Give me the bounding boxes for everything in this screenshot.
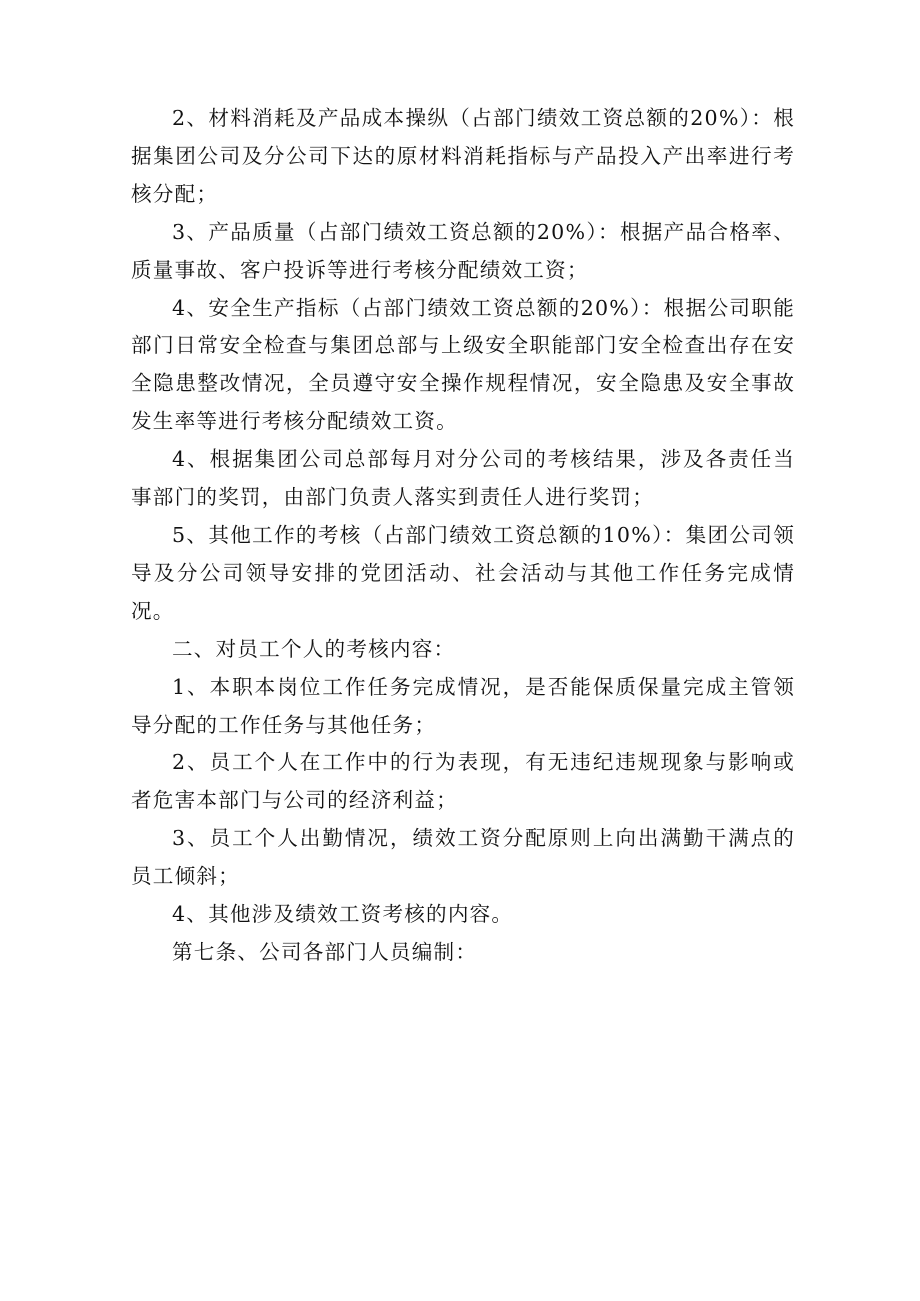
paragraph-headquarters-assessment: 4、根据集团公司总部每月对分公司的考核结果，涉及各责任当事部门的奖罚，由部门负责人落实到责任人进行奖罚； [131,447,795,510]
paragraph-other-work: 5、其他工作的考核（占部门绩效工资总额的10%）：集团公司领导及分公司领导安排的党团活动、社会活动与其他工作任务完成情况。 [131,522,795,623]
paragraph-other-content: 4、其他涉及绩效工资考核的内容。 [172,902,514,927]
article-seven-heading: 第七条、公司各部门人员编制： [172,939,478,964]
paragraph-attendance: 3、员工个人出勤情况，绩效工资分配原则上向出满勤干满点的员工倾斜； [131,826,795,889]
paragraph-safety-production: 4、安全生产指标（占部门绩效工资总额的20%）：根据公司职能部门日常安全检查与集团总部与上级安全职能部门安全检查出存在安全隐患整改情况，全员遵守安全操作规程情况，安全隐患及安全事故发生率等进行考核分配绩效工资。 [131,295,795,434]
paragraph-product-quality: 3、产品质量（占部门绩效工资总额的20%）：根据产品合格率、质量事故、客户投诉等进行考核分配绩效工资； [131,219,795,282]
paragraph-task-completion: 1、本职本岗位工作任务完成情况，是否能保质保量完成主管领导分配的工作任务与其他任务； [131,674,795,737]
section-heading-individual-assessment: 二、对员工个人的考核内容： [172,636,456,661]
paragraph-material-cost: 2、材料消耗及产品成本操纵（占部门绩效工资总额的20%）：根据集团公司及分公司下达的原材料消耗指标与产品投入产出率进行考核分配； [131,106,795,206]
document-body [131,100,795,972]
paragraph-work-behavior: 2、员工个人在工作中的行为表现，有无违纪违规现象与影响或者危害本部门与公司的经济利益； [131,750,795,813]
